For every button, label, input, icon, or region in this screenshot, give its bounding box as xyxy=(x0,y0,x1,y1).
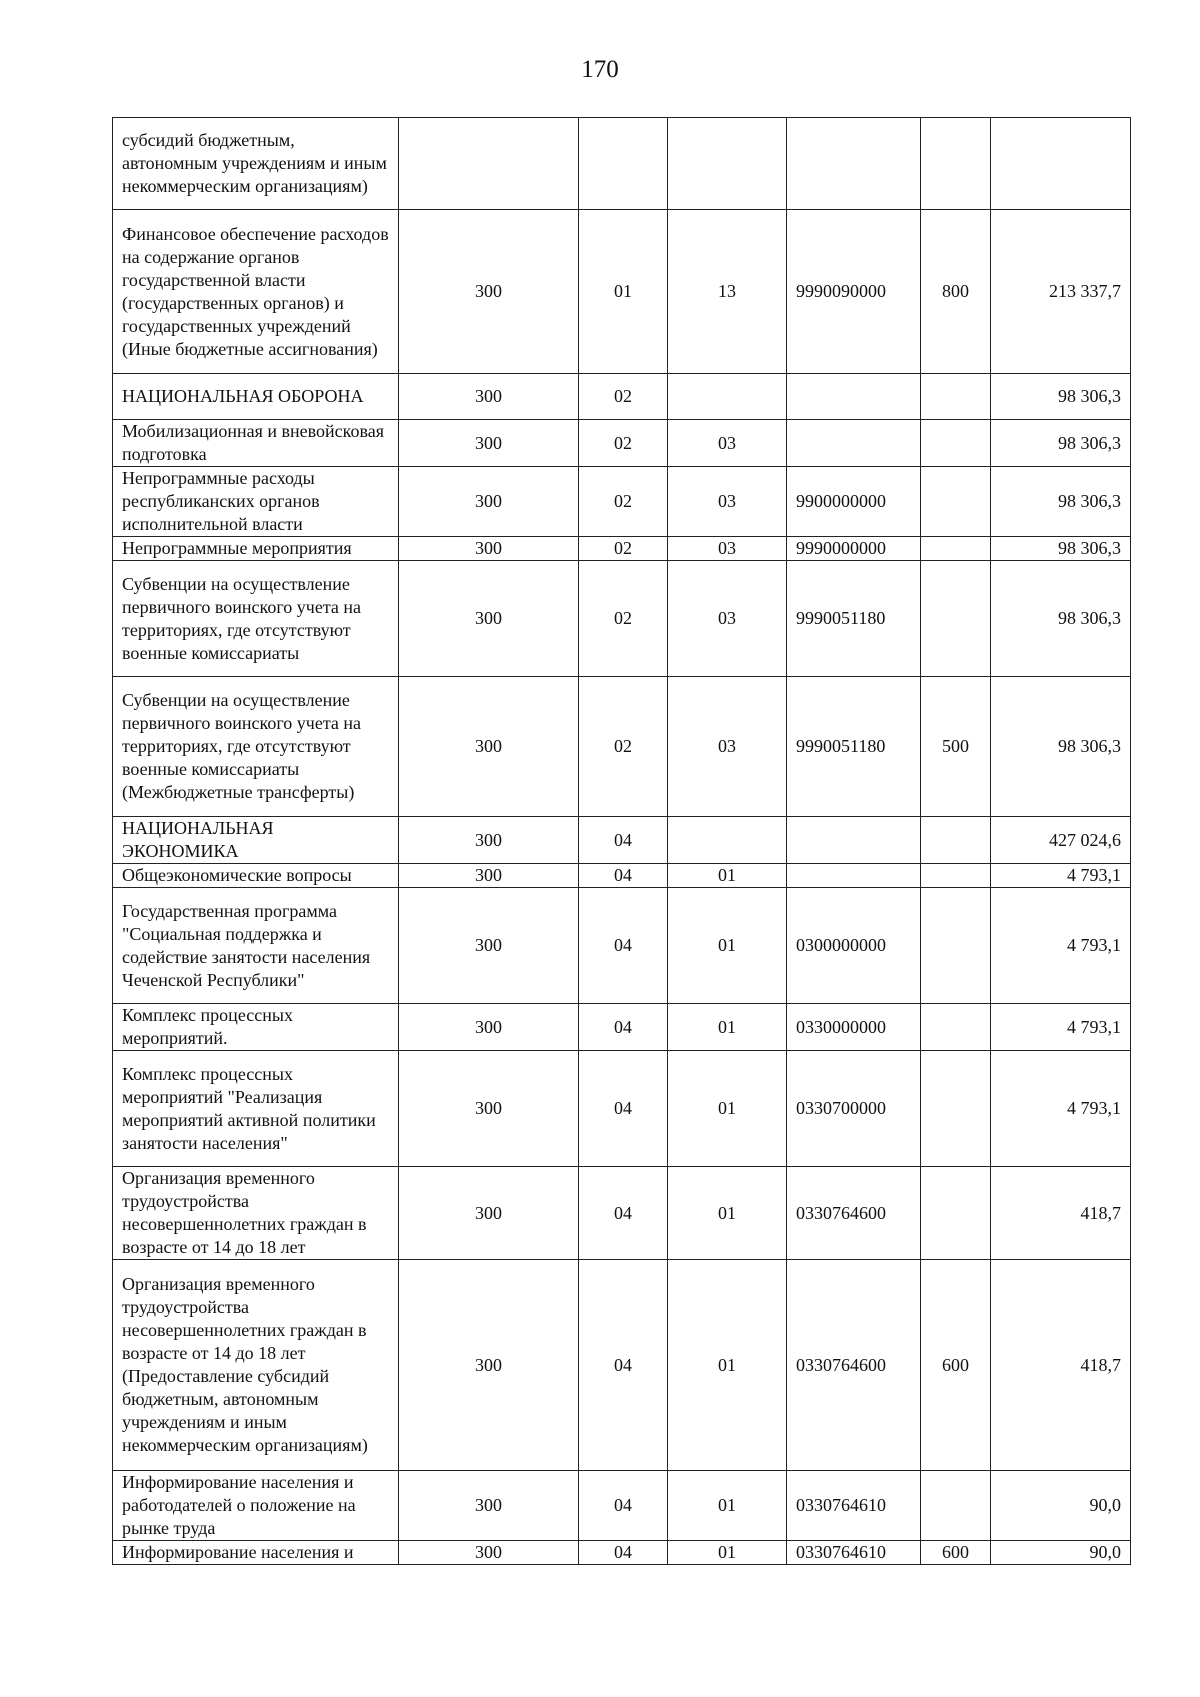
cell-name: Субвенции на осуществление первичного воинского учета на территориях, где отсутствуют военные комиссариаты (Межбюджетные трансферты) xyxy=(113,677,399,817)
cell-subsection: 13 xyxy=(668,210,787,374)
cell-target-article xyxy=(787,864,921,888)
cell-subsection: 01 xyxy=(668,864,787,888)
cell-section: 02 xyxy=(579,374,668,420)
cell-amount: 4 793,1 xyxy=(991,864,1131,888)
cell-expense-type xyxy=(921,1004,991,1051)
cell-subsection: 01 xyxy=(668,1167,787,1260)
cell-section: 04 xyxy=(579,1541,668,1565)
cell-expense-type xyxy=(921,817,991,864)
cell-expense-type xyxy=(921,420,991,467)
budget-table xyxy=(112,117,1131,1565)
cell-expense-type: 600 xyxy=(921,1541,991,1565)
cell-expense-type xyxy=(921,537,991,561)
cell-target-article: 0330764610 xyxy=(787,1471,921,1541)
cell-subsection: 01 xyxy=(668,888,787,1004)
cell-target-article: 9900000000 xyxy=(787,467,921,537)
cell-section: 04 xyxy=(579,817,668,864)
cell-department: 300 xyxy=(399,1167,579,1260)
table-row xyxy=(113,1004,1131,1051)
cell-subsection: 03 xyxy=(668,467,787,537)
cell-target-article: 0330764610 xyxy=(787,1541,921,1565)
cell-name: Субвенции на осуществление первичного воинского учета на территориях, где отсутствуют военные комиссариаты xyxy=(113,561,399,677)
table-row xyxy=(113,561,1131,677)
cell-name: Общеэкономические вопросы xyxy=(113,864,399,888)
cell-subsection: 01 xyxy=(668,1004,787,1051)
cell-department: 300 xyxy=(399,420,579,467)
cell-department: 300 xyxy=(399,210,579,374)
cell-department: 300 xyxy=(399,1541,579,1565)
cell-target-article: 0300000000 xyxy=(787,888,921,1004)
cell-section: 02 xyxy=(579,537,668,561)
cell-department xyxy=(399,118,579,210)
cell-amount: 98 306,3 xyxy=(991,677,1131,817)
cell-target-article: 0330700000 xyxy=(787,1051,921,1167)
cell-target-article xyxy=(787,374,921,420)
cell-section: 04 xyxy=(579,1167,668,1260)
cell-subsection: 01 xyxy=(668,1260,787,1471)
cell-amount: 4 793,1 xyxy=(991,888,1131,1004)
cell-amount: 4 793,1 xyxy=(991,1051,1131,1167)
cell-expense-type xyxy=(921,864,991,888)
cell-amount: 4 793,1 xyxy=(991,1004,1131,1051)
cell-expense-type: 800 xyxy=(921,210,991,374)
cell-name: субсидий бюджетным, автономным учреждениям и иным некоммерческим организациям) xyxy=(113,118,399,210)
cell-section: 02 xyxy=(579,677,668,817)
cell-section: 04 xyxy=(579,1004,668,1051)
cell-name: Непрограммные расходы республиканских органов исполнительной власти xyxy=(113,467,399,537)
table-row xyxy=(113,1051,1131,1167)
cell-name: Информирование населения и xyxy=(113,1541,399,1565)
cell-subsection: 01 xyxy=(668,1471,787,1541)
cell-subsection: 03 xyxy=(668,677,787,817)
cell-name: Государственная программа "Социальная поддержка и содействие занятости населения Чеченской Республики" xyxy=(113,888,399,1004)
cell-subsection: 03 xyxy=(668,420,787,467)
cell-department: 300 xyxy=(399,374,579,420)
cell-target-article: 9990000000 xyxy=(787,537,921,561)
table-row xyxy=(113,817,1131,864)
cell-section: 02 xyxy=(579,420,668,467)
cell-subsection: 01 xyxy=(668,1541,787,1565)
cell-expense-type xyxy=(921,374,991,420)
cell-target-article: 0330764600 xyxy=(787,1260,921,1471)
cell-department: 300 xyxy=(399,817,579,864)
cell-name: Непрограммные мероприятия xyxy=(113,537,399,561)
table-row xyxy=(113,677,1131,817)
cell-amount: 98 306,3 xyxy=(991,561,1131,677)
cell-target-article: 0330764600 xyxy=(787,1167,921,1260)
table-row xyxy=(113,1167,1131,1260)
cell-amount: 98 306,3 xyxy=(991,537,1131,561)
table-row xyxy=(113,1541,1131,1565)
cell-target-article xyxy=(787,420,921,467)
cell-section: 04 xyxy=(579,1471,668,1541)
cell-amount: 418,7 xyxy=(991,1260,1131,1471)
cell-name: НАЦИОНАЛЬНАЯ ЭКОНОМИКА xyxy=(113,817,399,864)
table-row xyxy=(113,1260,1131,1471)
cell-target-article: 9990051180 xyxy=(787,561,921,677)
table-row xyxy=(113,118,1131,210)
cell-section xyxy=(579,118,668,210)
table-row xyxy=(113,537,1131,561)
cell-subsection: 03 xyxy=(668,537,787,561)
cell-target-article xyxy=(787,118,921,210)
cell-name: Организация временного трудоустройства несовершеннолетних граждан в возрасте от 14 до 18 лет (Предоставление субсидий бюджетным, автономным учреждениям и иным некоммерческим организациям) xyxy=(113,1260,399,1471)
cell-amount xyxy=(991,118,1131,210)
cell-name: НАЦИОНАЛЬНАЯ ОБОРОНА xyxy=(113,374,399,420)
cell-expense-type xyxy=(921,1167,991,1260)
cell-subsection: 03 xyxy=(668,561,787,677)
cell-name: Информирование населения и работодателей о положение на рынке труда xyxy=(113,1471,399,1541)
cell-target-article xyxy=(787,817,921,864)
cell-department: 300 xyxy=(399,1471,579,1541)
cell-department: 300 xyxy=(399,888,579,1004)
cell-expense-type: 500 xyxy=(921,677,991,817)
cell-subsection xyxy=(668,817,787,864)
table-row xyxy=(113,1471,1131,1541)
table-row xyxy=(113,864,1131,888)
cell-amount: 90,0 xyxy=(991,1541,1131,1565)
cell-expense-type xyxy=(921,118,991,210)
cell-section: 04 xyxy=(579,1260,668,1471)
cell-section: 02 xyxy=(579,561,668,677)
table-row xyxy=(113,888,1131,1004)
cell-department: 300 xyxy=(399,1004,579,1051)
cell-department: 300 xyxy=(399,561,579,677)
table-row xyxy=(113,467,1131,537)
cell-name: Мобилизационная и вневойсковая подготовка xyxy=(113,420,399,467)
page-number: 170 xyxy=(581,56,619,83)
cell-section: 04 xyxy=(579,864,668,888)
cell-amount: 98 306,3 xyxy=(991,420,1131,467)
cell-subsection xyxy=(668,374,787,420)
cell-department: 300 xyxy=(399,1051,579,1167)
cell-subsection: 01 xyxy=(668,1051,787,1167)
cell-section: 04 xyxy=(579,1051,668,1167)
cell-department: 300 xyxy=(399,537,579,561)
cell-target-article: 0330000000 xyxy=(787,1004,921,1051)
cell-expense-type xyxy=(921,561,991,677)
cell-expense-type xyxy=(921,888,991,1004)
table-row xyxy=(113,420,1131,467)
cell-name: Комплекс процессных мероприятий. xyxy=(113,1004,399,1051)
cell-name: Финансовое обеспечение расходов на содержание органов государственной власти (государственных органов) и государственных учреждений (Иные бюджетные ассигнования) xyxy=(113,210,399,374)
table-row xyxy=(113,374,1131,420)
cell-section: 02 xyxy=(579,467,668,537)
cell-expense-type xyxy=(921,1051,991,1167)
cell-subsection xyxy=(668,118,787,210)
cell-name: Организация временного трудоустройства несовершеннолетних граждан в возрасте от 14 до 18 лет xyxy=(113,1167,399,1260)
cell-section: 01 xyxy=(579,210,668,374)
cell-target-article: 9990051180 xyxy=(787,677,921,817)
cell-department: 300 xyxy=(399,1260,579,1471)
cell-target-article: 9990090000 xyxy=(787,210,921,374)
cell-department: 300 xyxy=(399,677,579,817)
cell-name: Комплекс процессных мероприятий "Реализация мероприятий активной политики занятости населения" xyxy=(113,1051,399,1167)
cell-section: 04 xyxy=(579,888,668,1004)
cell-amount: 98 306,3 xyxy=(991,467,1131,537)
cell-amount: 213 337,7 xyxy=(991,210,1131,374)
cell-expense-type xyxy=(921,467,991,537)
cell-expense-type xyxy=(921,1471,991,1541)
cell-department: 300 xyxy=(399,467,579,537)
cell-amount: 418,7 xyxy=(991,1167,1131,1260)
cell-amount: 90,0 xyxy=(991,1471,1131,1541)
cell-department: 300 xyxy=(399,864,579,888)
cell-amount: 98 306,3 xyxy=(991,374,1131,420)
cell-amount: 427 024,6 xyxy=(991,817,1131,864)
table-row xyxy=(113,210,1131,374)
cell-expense-type: 600 xyxy=(921,1260,991,1471)
